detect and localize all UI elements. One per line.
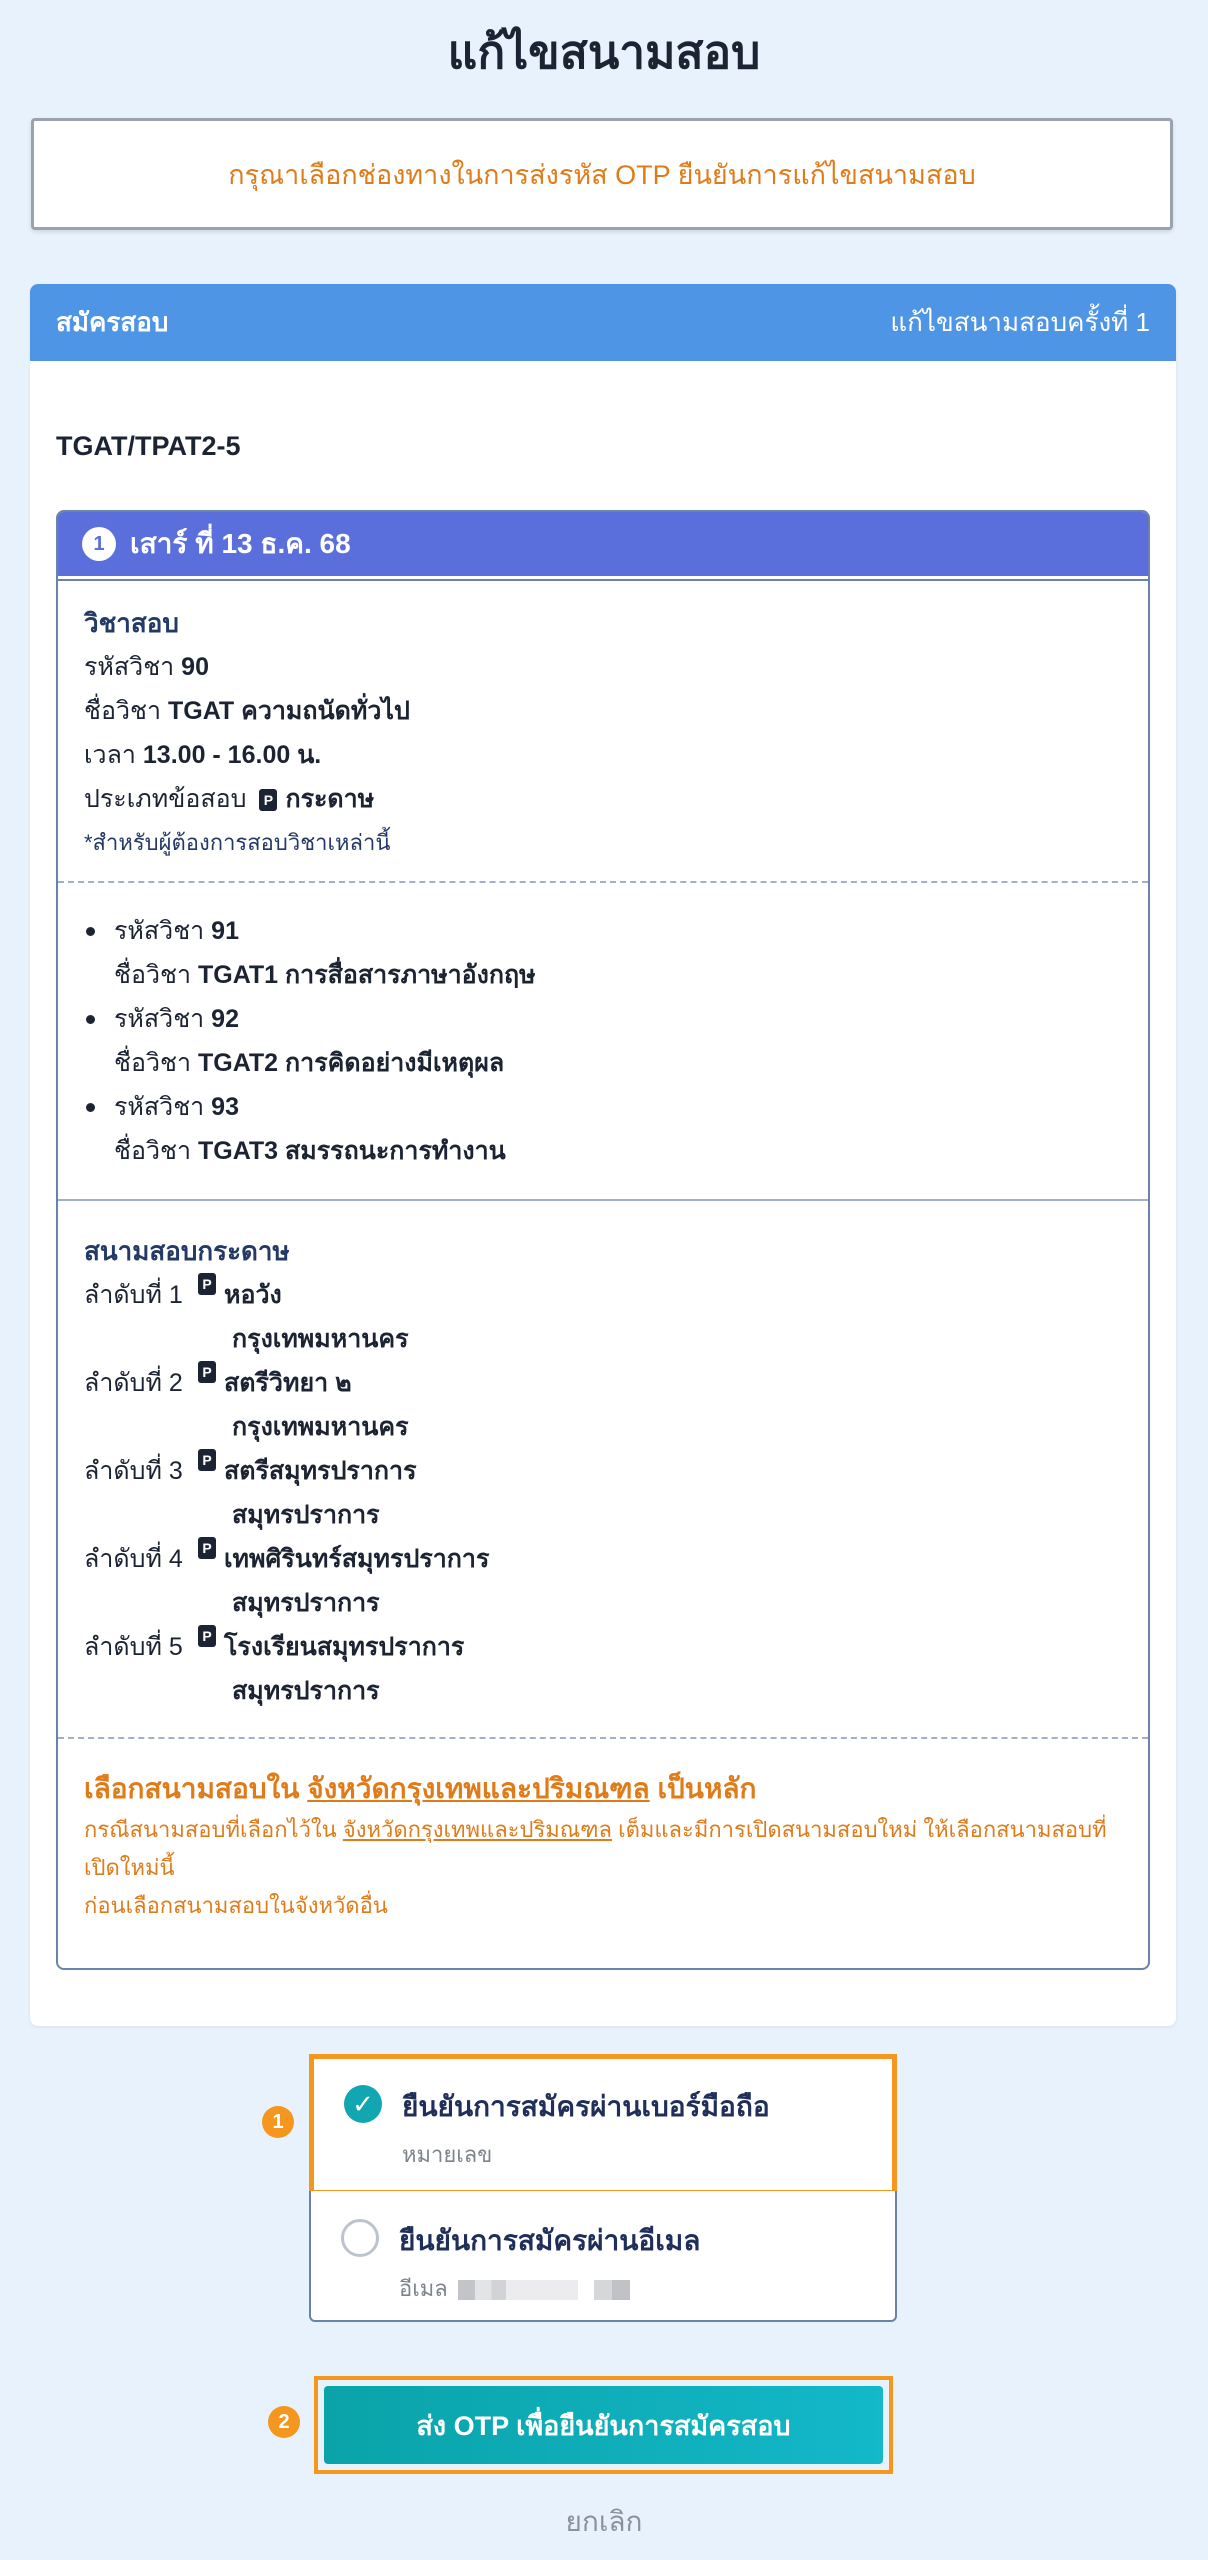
day-number-badge: 1 <box>82 527 116 561</box>
sub-subject-code: 91 <box>211 917 239 945</box>
sub-subject-name: TGAT3 สมรรถนะการทำงาน <box>197 1137 506 1165</box>
masked-email-domain <box>594 2280 630 2300</box>
check-icon: ✓ <box>344 2085 382 2123</box>
subject-type-value: กระดาษ <box>285 785 375 813</box>
paper-exam-icon: P <box>259 789 277 811</box>
venue-rank: ลำดับที่ 5 <box>84 1633 183 1661</box>
venue-province: สมุทรปราการ <box>232 1677 380 1705</box>
venue-item <box>84 1361 1122 1449</box>
venue-warning-title <box>84 1767 1122 1811</box>
sub-subject-name-label: ชื่อวิชา <box>114 1049 192 1077</box>
exam-day-box <box>56 510 1150 1970</box>
send-otp-button[interactable]: ส่ง OTP เพื่อยืนยันการสมัครสอบ <box>324 2386 883 2464</box>
send-otp-highlight <box>314 2376 893 2474</box>
page-title: แก้ไขสนามสอบ <box>447 26 761 78</box>
venue-warning-body <box>84 1811 1122 1925</box>
sub-subject-code-label: รหัสวิชา <box>114 1093 205 1121</box>
card-header <box>30 284 1176 361</box>
venue-rank: ลำดับที่ 3 <box>84 1457 183 1485</box>
radio-unchecked-icon <box>341 2219 379 2257</box>
venue-item <box>84 1273 1122 1361</box>
subject-name <box>84 689 1122 733</box>
venue-item <box>84 1449 1122 1537</box>
venue-name: เทพศิรินทร์สมุทรปราการ <box>224 1545 490 1573</box>
otp-notice-text: กรุณาเลือกช่องทางในการส่งรหัส OTP ยืนยันการแก้ไขสนามสอบ <box>228 159 976 190</box>
warning-body-post: เต็มและมีการเปิดสนามสอบใหม่ ให้เลือกสนามสอบที่เปิดใหม่นี้ <box>84 1817 1107 1880</box>
email-label: อีเมล <box>399 2276 448 2301</box>
warning-title-post: เป็นหลัก <box>657 1773 757 1804</box>
exam-type: TGAT/TPAT2-5 <box>56 431 241 461</box>
subject-section <box>58 579 1148 881</box>
sub-subject-item <box>114 909 1122 997</box>
sub-subject-code-label: รหัสวิชา <box>114 1005 205 1033</box>
sub-subject-code: 92 <box>211 1005 239 1033</box>
venue-name: สตรีสมุทรปราการ <box>224 1457 417 1485</box>
venue-name: โรงเรียนสมุทรปราการ <box>224 1633 465 1661</box>
cancel-link[interactable]: ยกเลิก <box>565 2506 643 2537</box>
edit-count-label: แก้ไขสนามสอบครั้งที่ 1 <box>890 307 1150 337</box>
warning-body-link: จังหวัดกรุงเทพและปริมณฑล <box>342 1817 612 1842</box>
otp-option-email[interactable] <box>309 2191 897 2322</box>
exam-day-header <box>58 512 1148 579</box>
subject-code-value: 90 <box>181 653 209 681</box>
sub-subject-name-label: ชื่อวิชา <box>114 961 192 989</box>
application-card <box>30 284 1176 2026</box>
venue-warning <box>58 1739 1148 1925</box>
subject-section-title: วิชาสอบ <box>84 608 179 638</box>
otp-option-email-title: ยืนยันการสมัครผ่านอีเมล <box>399 2225 701 2256</box>
sub-subject-code: 93 <box>211 1093 239 1121</box>
venue-section-title: สนามสอบกระดาษ <box>84 1236 290 1266</box>
otp-option-mobile-title: ยืนยันการสมัครผ่านเบอร์มือถือ <box>402 2091 770 2122</box>
card-header-title: สมัครสอบ <box>56 307 169 337</box>
sub-subject-name-label: ชื่อวิชา <box>114 1137 192 1165</box>
otp-option-mobile[interactable] <box>309 2054 897 2195</box>
subject-code <box>84 645 1122 689</box>
paper-exam-icon: P <box>198 1449 216 1471</box>
subject-code-label: รหัสวิชา <box>84 653 175 681</box>
subject-type <box>84 777 1122 821</box>
subject-name-label: ชื่อวิชา <box>84 697 162 725</box>
otp-notice <box>31 118 1173 230</box>
venue-province: กรุงเทพมหานคร <box>232 1413 409 1441</box>
step-badge-2: 2 <box>268 2406 300 2438</box>
subject-name-value: TGAT ความถนัดทั่วไป <box>167 697 410 725</box>
paper-exam-icon: P <box>198 1537 216 1559</box>
sub-subject-name: TGAT1 การสื่อสารภาษาอังกฤษ <box>197 961 536 989</box>
venue-rank: ลำดับที่ 4 <box>84 1545 183 1573</box>
venue-section <box>58 1201 1148 1737</box>
paper-exam-icon: P <box>198 1273 216 1295</box>
venue-item <box>84 1537 1122 1625</box>
subject-time-value: 13.00 - 16.00 น. <box>142 741 322 769</box>
exam-day-label: เสาร์ ที่ 13 ธ.ค. 68 <box>130 528 351 559</box>
sub-subject-item <box>114 1085 1122 1173</box>
sub-subjects-section <box>58 883 1148 1199</box>
warning-body-pre: กรณีสนามสอบที่เลือกไว้ใน <box>84 1817 337 1842</box>
venue-province: กรุงเทพมหานคร <box>232 1325 409 1353</box>
venue-rank: ลำดับที่ 2 <box>84 1369 183 1397</box>
venue-item <box>84 1625 1122 1713</box>
step-badge-1: 1 <box>262 2106 294 2138</box>
warning-title-pre: เลือกสนามสอบใน <box>84 1773 300 1804</box>
otp-channel-options <box>309 2054 897 2322</box>
paper-exam-icon: P <box>198 1361 216 1383</box>
warning-body-line2: ก่อนเลือกสนามสอบในจังหวัดอื่น <box>84 1893 388 1918</box>
sub-subject-name: TGAT2 การคิดอย่างมีเหตุผล <box>197 1049 505 1077</box>
otp-option-email-sub <box>399 2271 700 2306</box>
sub-subject-item <box>114 997 1122 1085</box>
subject-time <box>84 733 1122 777</box>
venue-rank: ลำดับที่ 1 <box>84 1281 183 1309</box>
venue-province: สมุทรปราการ <box>232 1589 380 1617</box>
masked-email <box>458 2280 578 2300</box>
sub-subject-list <box>84 909 1122 1173</box>
venue-name: สตรีวิทยา ๒ <box>224 1369 352 1397</box>
sub-subject-code-label: รหัสวิชา <box>114 917 205 945</box>
subject-note: *สำหรับผู้ต้องการสอบวิชาเหล่านี้ <box>84 830 391 855</box>
venue-province: สมุทรปราการ <box>232 1501 380 1529</box>
warning-title-link: จังหวัดกรุงเทพและปริมณฑล <box>307 1773 650 1804</box>
subject-time-label: เวลา <box>84 741 136 769</box>
otp-option-mobile-sub: หมายเลข <box>402 2142 493 2167</box>
venue-name: หอวัง <box>224 1281 282 1309</box>
subject-type-label: ประเภทข้อสอบ <box>84 785 247 813</box>
paper-exam-icon: P <box>198 1625 216 1647</box>
